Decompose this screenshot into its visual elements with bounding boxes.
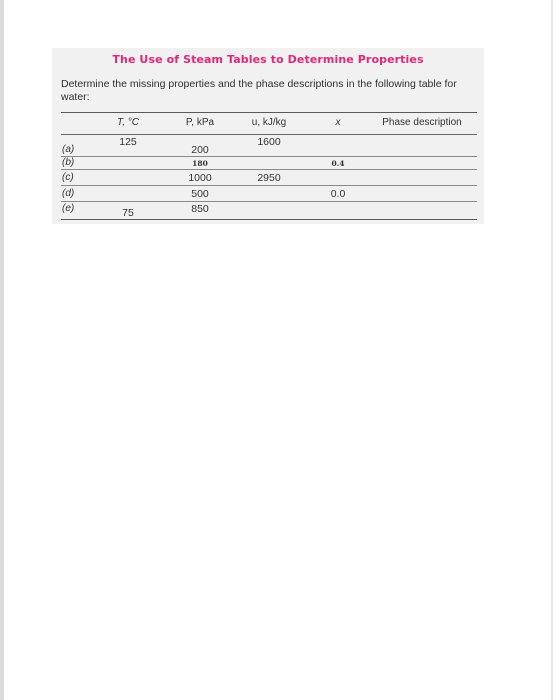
row-c-label: (c) — [62, 172, 74, 183]
row-e-pressure: 850 — [191, 203, 209, 215]
header-quality: x — [335, 117, 341, 128]
problem-instructions: Determine the missing properties and the phase descriptions in the following table for water: — [61, 78, 457, 103]
row-c-pressure: 1000 — [188, 172, 212, 184]
header-internal-energy: u, kJ/kg — [251, 117, 287, 128]
row-e-temperature: 75 — [122, 207, 134, 219]
row-b-pressure: 180 — [192, 159, 208, 168]
row-d-quality: 0.0 — [330, 188, 346, 200]
problem-title: The Use of Steam Tables to Determine Properties — [112, 53, 424, 66]
row-a-label: (a) — [62, 144, 75, 155]
header-temperature: T, °C — [117, 117, 139, 128]
header-pressure: P, kPa — [185, 117, 215, 128]
row-b-label: (b) — [62, 157, 75, 168]
row-a-temperature: 125 — [119, 136, 137, 148]
row-c-internal-energy: 2950 — [257, 172, 281, 184]
row-a-internal-energy: 1600 — [257, 136, 281, 148]
table-top-rule — [61, 112, 477, 113]
row-a-rule — [61, 156, 477, 157]
table-header-rule — [61, 134, 477, 135]
row-b-rule — [61, 169, 477, 170]
row-d-pressure: 500 — [191, 188, 209, 200]
row-d-label: (d) — [62, 188, 75, 199]
header-phase-description: Phase description — [382, 117, 462, 128]
row-e-label: (e) — [62, 203, 75, 214]
row-c-rule — [61, 185, 477, 186]
page-left-edge — [0, 0, 4, 700]
table-bottom-rule — [61, 219, 477, 220]
row-b-quality: 0.4 — [331, 159, 345, 168]
row-a-pressure: 200 — [191, 144, 209, 156]
row-d-rule — [61, 201, 477, 202]
